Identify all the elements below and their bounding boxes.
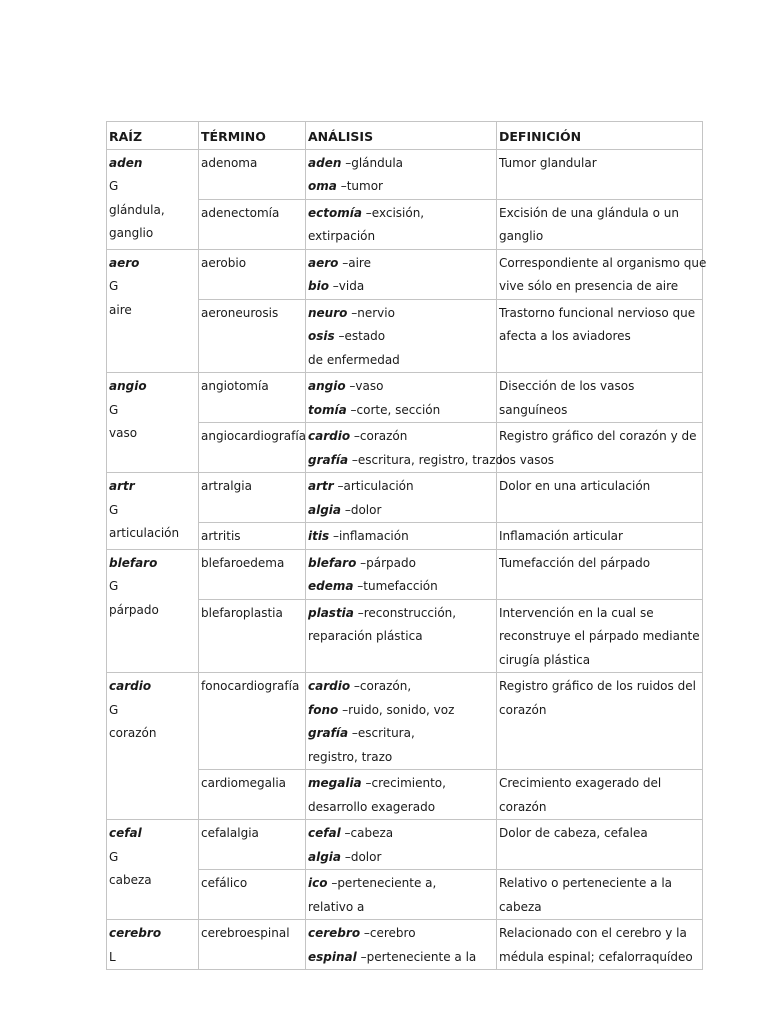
analysis-line [308, 602, 495, 626]
definition-cell [497, 549, 703, 599]
term-text: cefalalgia [201, 826, 259, 840]
analysis-dash: – [332, 279, 339, 293]
analysis-desc: crecimiento, [371, 776, 446, 790]
analysis-dash: – [360, 949, 367, 964]
definition-line: Registro gráfico del corazón y de [499, 429, 697, 443]
term-text: artritis [201, 529, 241, 543]
analysis-desc: nervio [357, 305, 395, 320]
analysis-dash: – [351, 452, 358, 467]
term-text: fonocardiografía [201, 679, 300, 693]
analysis-line [308, 152, 495, 176]
analysis-dash: – [353, 679, 360, 693]
root-origin: L [109, 949, 116, 964]
analysis-line [308, 225, 495, 249]
analysis-line [308, 525, 495, 549]
definition-line: corazón [499, 702, 547, 717]
definition-cell [497, 770, 703, 820]
analysis-dash: – [350, 402, 357, 417]
definition-cell [497, 920, 703, 970]
root-word: cefal [109, 826, 142, 840]
analysis-cell [306, 673, 497, 770]
analysis-line [308, 746, 495, 770]
root-meaning: vaso [109, 426, 138, 440]
table-row [107, 920, 703, 970]
term-text: blefaroplastia [201, 605, 283, 620]
term-text: aeroneurosis [201, 305, 279, 320]
term-cell [199, 920, 306, 970]
analysis-dash: – [353, 429, 360, 443]
table-row [107, 149, 703, 199]
analysis-root: megalia [308, 776, 362, 790]
table-row [107, 473, 703, 523]
analysis-root: aden [308, 155, 342, 170]
analysis-line [308, 349, 495, 373]
term-text: cefálico [201, 876, 248, 890]
analysis-dash: – [357, 605, 364, 620]
analysis-line [308, 175, 495, 199]
analysis-line [308, 822, 495, 846]
analysis-desc: extirpación [308, 229, 376, 243]
definition-line: Dolor en una articulación [499, 479, 651, 493]
root-meaning: párpado [109, 602, 159, 617]
analysis-dash: – [345, 155, 352, 170]
root-meaning: articulación [109, 526, 180, 540]
root-word: aden [109, 155, 143, 170]
definition-line: Tumor glandular [499, 155, 597, 170]
term-cell [199, 249, 306, 299]
analysis-line [308, 675, 495, 699]
root-meaning: ganglio [109, 226, 154, 240]
root-origin: G [109, 579, 119, 593]
analysis-root: cerebro [308, 926, 361, 940]
term-cell [199, 870, 306, 920]
definition-cell [497, 473, 703, 523]
analysis-cell [306, 920, 497, 970]
term-text: angiocardiografía [201, 429, 307, 443]
definition-line: cabeza [499, 899, 542, 914]
analysis-line [308, 846, 495, 870]
analysis-cell [306, 549, 497, 599]
analysis-root: osis [308, 329, 335, 343]
analysis-root: ico [308, 876, 328, 890]
analysis-dash: – [349, 379, 356, 393]
root-word: aero [109, 255, 140, 270]
analysis-root: fono [308, 702, 339, 717]
definition-line: Inflamación articular [499, 529, 623, 543]
root-word: angio [109, 379, 147, 393]
analysis-cell [306, 249, 497, 299]
definition-cell [497, 299, 703, 373]
analysis-line [308, 575, 495, 599]
analysis-desc: glándula [351, 155, 404, 170]
root-meaning: glándula, [109, 202, 165, 217]
analysis-cell [306, 423, 503, 473]
analysis-line [308, 922, 495, 946]
analysis-root: blefaro [308, 555, 357, 570]
definition-cell [497, 199, 703, 249]
analysis-desc: corazón [359, 429, 408, 443]
analysis-desc: tumor [346, 179, 383, 193]
definition-line: Relativo o perteneciente a la [499, 876, 673, 890]
root-origin: G [109, 502, 119, 517]
analysis-desc: inflamación [338, 529, 409, 543]
root-meaning: corazón [109, 726, 157, 740]
analysis-desc: escritura, registro, trazo [357, 452, 503, 467]
definition-line: médula espinal; cefalorraquídeo [499, 949, 693, 964]
analysis-root: oma [308, 179, 337, 193]
definition-line: Disección de los vasos [499, 379, 635, 393]
analysis-dash: – [365, 205, 372, 220]
analysis-line [308, 872, 495, 896]
table-row [107, 249, 703, 299]
definition-line: los vasos [499, 452, 555, 467]
analysis-desc: excisión, [371, 205, 425, 220]
analysis-dash: – [365, 776, 372, 790]
analysis-line [308, 722, 495, 746]
term-text: aerobio [201, 255, 247, 270]
analysis-desc: dolor [350, 849, 382, 864]
analysis-root: edema [308, 579, 354, 593]
analysis-line [308, 625, 495, 649]
analysis-desc: tumefacción [363, 579, 438, 593]
definition-cell [497, 820, 703, 870]
analysis-dash: – [360, 555, 367, 570]
root-cell [107, 549, 199, 673]
definition-cell [497, 373, 703, 423]
root-cell [107, 249, 199, 373]
definition-line: cirugía plástica [499, 652, 591, 667]
document-page [106, 121, 707, 964]
analysis-line [308, 252, 495, 276]
root-cell [107, 149, 199, 249]
analysis-desc: vida [338, 279, 365, 293]
analysis-cell [306, 473, 497, 523]
analysis-line [308, 552, 495, 576]
root-word: cerebro [109, 926, 162, 940]
analysis-desc: aire [348, 255, 371, 270]
root-origin: G [109, 279, 119, 293]
term-text: angiotomía [201, 379, 269, 393]
analysis-desc: articulación [343, 479, 414, 493]
analysis-desc: escritura, [357, 726, 415, 740]
term-text: adenectomía [201, 205, 280, 220]
analysis-root: plastia [308, 605, 354, 620]
analysis-cell [306, 770, 497, 820]
root-origin: G [109, 702, 119, 717]
analysis-desc: de enfermedad [308, 352, 400, 367]
term-cell [199, 373, 306, 423]
analysis-cell [306, 870, 497, 920]
term-cell [199, 523, 306, 550]
analysis-dash: – [342, 702, 349, 717]
analysis-root: algia [308, 502, 342, 517]
term-text: artralgia [201, 479, 252, 493]
definition-line: Dolor de cabeza, cefalea [499, 826, 648, 840]
analysis-line [308, 475, 495, 499]
definition-line: ganglio [499, 229, 544, 243]
analysis-line [308, 772, 495, 796]
analysis-desc: reparación plástica [308, 629, 423, 643]
definition-cell [497, 149, 703, 199]
term-cell [199, 673, 306, 770]
analysis-desc: estado [344, 329, 386, 343]
analysis-root: bio [308, 279, 329, 293]
analysis-root: espinal [308, 949, 357, 964]
root-cell [107, 673, 199, 820]
term-text: cardiomegalia [201, 776, 287, 790]
term-text: cerebroespinal [201, 926, 290, 940]
analysis-dash: – [338, 329, 345, 343]
analysis-desc: registro, trazo [308, 749, 393, 764]
definition-cell [497, 423, 703, 473]
term-cell [199, 149, 306, 199]
analysis-line [308, 375, 495, 399]
analysis-line [308, 425, 495, 449]
definition-cell [497, 870, 703, 920]
analysis-line [308, 499, 495, 523]
analysis-dash: – [344, 502, 351, 517]
table-row [107, 820, 703, 870]
table-row [107, 373, 703, 423]
root-origin: G [109, 179, 119, 193]
analysis-cell [306, 299, 497, 373]
analysis-desc: cerebro [369, 926, 416, 940]
definition-line: vive sólo en presencia de aire [499, 279, 679, 293]
analysis-root: artr [308, 479, 334, 493]
analysis-dash: – [351, 726, 358, 740]
analysis-cell [306, 820, 497, 870]
term-text: blefaroedema [201, 555, 285, 570]
root-origin: G [109, 402, 119, 417]
analysis-root: aero [308, 255, 339, 270]
analysis-dash: – [331, 876, 338, 890]
analysis-desc: corazón, [359, 679, 412, 693]
analysis-desc: perteneciente a, [337, 876, 437, 890]
analysis-line [308, 302, 495, 326]
table-row [107, 549, 703, 599]
header-definition: DEFINICIÓN [497, 122, 703, 150]
analysis-line [308, 796, 495, 820]
analysis-dash: – [363, 926, 370, 940]
term-cell [199, 599, 306, 673]
root-cell [107, 473, 199, 550]
header-analysis: ANÁLISIS [306, 122, 497, 150]
definition-line: Tumefacción del párpado [499, 555, 651, 570]
root-word: cardio [109, 679, 152, 693]
analysis-cell [306, 523, 497, 550]
analysis-line [308, 449, 503, 473]
root-cell [107, 920, 199, 970]
analysis-root: grafía [308, 452, 349, 467]
header-row [107, 122, 703, 150]
root-cell [107, 820, 199, 920]
term-cell [199, 423, 306, 473]
term-cell [199, 820, 306, 870]
table-body [107, 149, 707, 970]
root-meaning: aire [109, 302, 132, 317]
analysis-desc: vaso [355, 379, 384, 393]
root-cell [107, 373, 199, 473]
analysis-desc: cabeza [350, 826, 394, 840]
table-row [107, 673, 703, 770]
definition-line: Registro gráfico de los ruidos del [499, 679, 696, 693]
header-term: TÉRMINO [199, 122, 306, 150]
header-root: RAÍZ [107, 122, 199, 150]
definition-cell [497, 599, 703, 673]
definition-line: Trastorno funcional nervioso que [499, 305, 696, 320]
analysis-line [308, 325, 495, 349]
definition-line: Intervención en la cual se [499, 605, 654, 620]
analysis-dash: – [357, 579, 364, 593]
analysis-desc: relativo a [308, 899, 365, 914]
analysis-root: cefal [308, 826, 341, 840]
definition-line: Correspondiente al organismo que [499, 255, 707, 270]
analysis-desc: ruido, sonido, voz [348, 702, 455, 717]
definition-line: sanguíneos [499, 402, 568, 417]
root-meaning: cabeza [109, 873, 152, 887]
analysis-cell [306, 149, 497, 199]
analysis-line [308, 399, 495, 423]
definition-line: Relacionado con el cerebro y la [499, 926, 687, 940]
term-cell [199, 549, 306, 599]
definition-cell [497, 249, 707, 299]
definition-line: Excisión de una glándula o un [499, 205, 679, 220]
analysis-cell [306, 373, 497, 423]
definition-line: afecta a los aviadores [499, 329, 631, 343]
analysis-root: tomía [308, 402, 347, 417]
analysis-root: ectomía [308, 205, 362, 220]
analysis-cell [306, 599, 497, 673]
analysis-cell [306, 199, 497, 249]
analysis-dash: – [340, 179, 347, 193]
analysis-desc: párpado [366, 555, 416, 570]
analysis-root: angio [308, 379, 346, 393]
analysis-dash: – [337, 479, 344, 493]
analysis-root: itis [308, 529, 330, 543]
analysis-root: cardio [308, 679, 351, 693]
analysis-root: neuro [308, 305, 348, 320]
analysis-desc: perteneciente a la [366, 949, 477, 964]
analysis-line [308, 202, 495, 226]
term-text: adenoma [201, 155, 258, 170]
root-word: blefaro [109, 555, 158, 570]
analysis-line [308, 946, 495, 970]
root-origin: G [109, 849, 119, 864]
analysis-dash: – [344, 826, 351, 840]
analysis-dash: – [351, 305, 358, 320]
analysis-root: grafía [308, 726, 349, 740]
analysis-line [308, 699, 495, 723]
definition-line: corazón [499, 799, 547, 814]
medical-roots-table [106, 121, 707, 970]
analysis-dash: – [342, 255, 349, 270]
term-cell [199, 299, 306, 373]
definition-line: Crecimiento exagerado del [499, 776, 662, 790]
definition-line: reconstruye el párpado mediante [499, 629, 700, 643]
analysis-dash: – [332, 529, 339, 543]
analysis-desc: desarrollo exagerado [308, 799, 436, 814]
analysis-line [308, 896, 495, 920]
analysis-root: cardio [308, 429, 351, 443]
analysis-dash: – [344, 849, 351, 864]
definition-cell [497, 523, 703, 550]
root-word: artr [109, 479, 135, 493]
term-cell [199, 199, 306, 249]
analysis-desc: corte, sección [356, 402, 441, 417]
analysis-desc: dolor [350, 502, 382, 517]
analysis-desc: reconstrucción, [363, 605, 457, 620]
analysis-line [308, 275, 495, 299]
term-cell [199, 770, 306, 820]
term-cell [199, 473, 306, 523]
definition-cell [497, 673, 703, 770]
analysis-root: algia [308, 849, 342, 864]
